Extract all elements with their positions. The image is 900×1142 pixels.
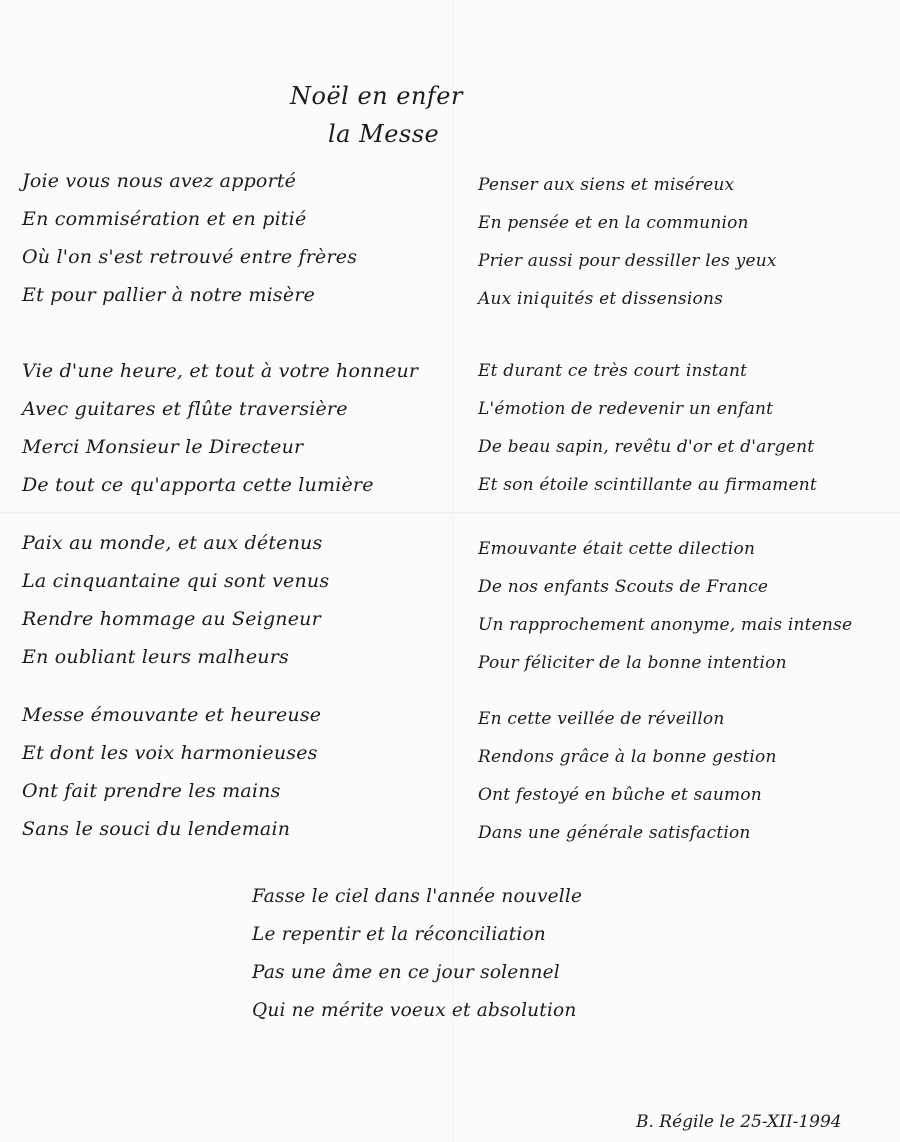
verse-line: De beau sapin, revêtu d'or et d'argent [478,437,815,457]
verse-line: De tout ce qu'apporta cette lumière [22,474,374,496]
verse-line: Pas une âme en ce jour solennel [252,962,560,983]
verse-line: La cinquantaine qui sont venus [22,570,330,592]
left-stanza-1 [22,162,442,314]
verse-line: Et dont les voix harmonieuses [22,742,318,764]
verse-line: Ont festoyé en bûche et saumon [478,785,762,805]
final-stanza [252,878,672,1030]
poem-subtitle: la Messe [328,120,440,148]
verse-line: En pensée et en la communion [478,213,749,233]
verse-line: Aux iniquités et dissensions [478,289,724,309]
left-stanza-4 [22,696,442,848]
poem-title: Noël en enfer [290,82,463,110]
verse-line: Un rapprochement anonyme, mais intense [478,615,853,635]
right-stanza-1 [478,166,898,318]
right-stanza-2 [478,352,898,504]
verse-line: Avec guitares et flûte traversière [22,398,348,420]
verse-line: Et son étoile scintillante au firmament [478,475,817,495]
verse-line: Merci Monsieur le Directeur [22,436,304,458]
verse-line: Penser aux siens et miséreux [478,175,735,195]
verse-line: Pour féliciter de la bonne intention [478,653,787,673]
verse-line: Ont fait prendre les mains [22,780,281,802]
verse-line: Sans le souci du lendemain [22,818,291,840]
left-stanza-2 [22,352,442,504]
verse-line: Fasse le ciel dans l'année nouvelle [252,886,583,907]
verse-line: De nos enfants Scouts de France [478,577,769,597]
verse-line: Dans une générale satisfaction [478,823,751,843]
signature-date: B. Régile le 25-XII-1994 [636,1112,842,1132]
verse-line: Prier aussi pour dessiller les yeux [478,251,777,271]
verse-line: Messe émouvante et heureuse [22,704,322,726]
verse-line: Qui ne mérite voeux et absolution [252,1000,577,1021]
verse-line: Joie vous nous avez apporté [22,170,297,192]
verse-line: Rendre hommage au Seigneur [22,608,321,630]
verse-line: En oubliant leurs malheurs [22,646,289,668]
right-stanza-3 [478,530,898,682]
right-stanza-4 [478,700,898,852]
verse-line: Rendons grâce à la bonne gestion [478,747,777,767]
verse-line: En cette veillée de réveillon [478,709,725,729]
verse-line: Paix au monde, et aux détenus [22,532,323,554]
paper-fold-horizontal [0,512,900,514]
verse-line: En commisération et en pitié [22,208,307,230]
left-stanza-3 [22,524,442,676]
verse-line: Emouvante était cette dilection [478,539,756,559]
verse-line: Où l'on s'est retrouvé entre frères [22,246,358,268]
verse-line: Et durant ce très court instant [478,361,748,381]
verse-line: L'émotion de redevenir un enfant [478,399,774,419]
verse-line: Vie d'une heure, et tout à votre honneur [22,360,419,382]
verse-line: Et pour pallier à notre misère [22,284,316,306]
verse-line: Le repentir et la réconciliation [252,924,546,945]
